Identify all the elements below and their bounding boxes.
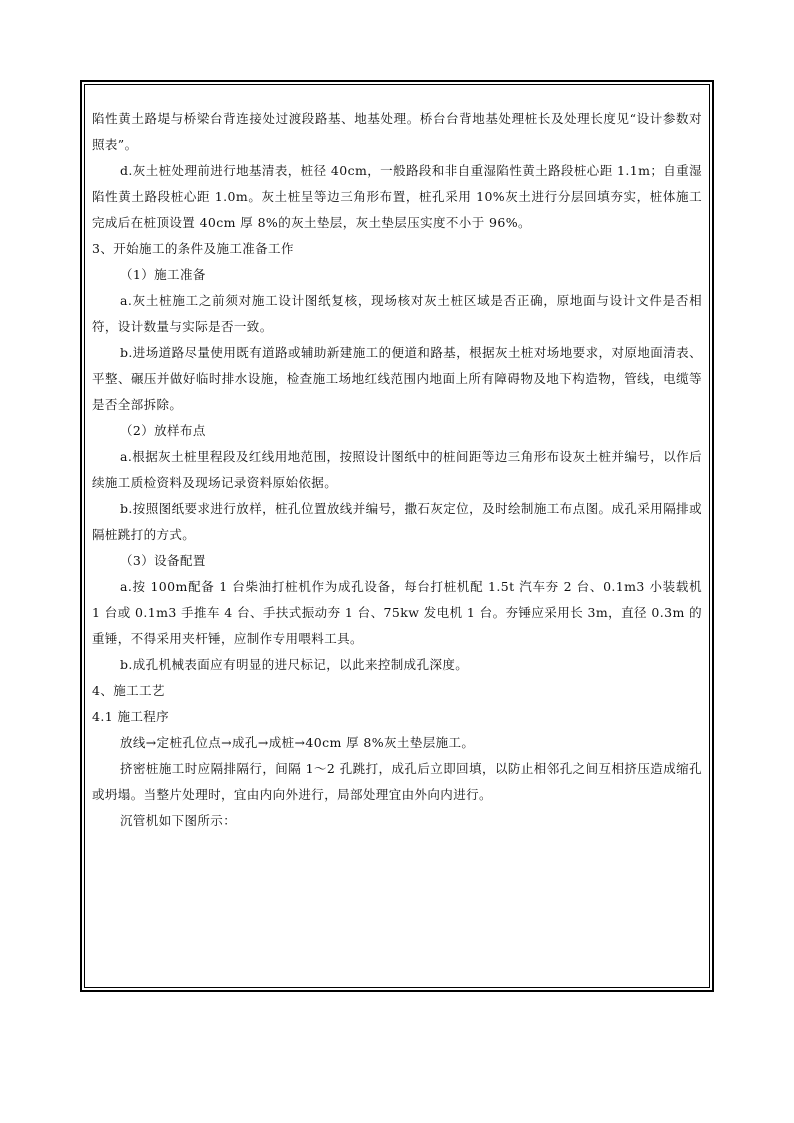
paragraph-prep-b: b.进场道路尽量使用既有道路或辅助新建施工的便道和路基，根据灰土桩对场地要求，对原地面清表、平整、碾压并做好临时排水设施，检查施工场地红线范围内地面上所有障碍物及地下构造物，管线，电缆等是否全部拆除。 <box>92 345 702 412</box>
subsection-heading-2: （2）放样布点 <box>120 423 206 438</box>
paragraph-intro-continuation: 陷性黄土路堤与桥梁台背连接处过渡段路基、地基处理。桥台台背地基处理桩长及处理长度见“设计参数对照表”。 <box>92 111 702 152</box>
document-body <box>92 106 702 834</box>
subsection-heading-3: （3）设备配置 <box>120 553 206 568</box>
paragraph-equipment-a: a.按 100m配备 1 台柴油打桩机作为成孔设备，每台打桩机配 1.5t 汽车夯 2 台、0.1m3 小装载机 1 台或 0.1m3 手推车 4 台、手扶式振动夯 1 台、75kw 发电机 1 台。夯锤应采用长 3m，直径 0.3m 的重锤，不得采用夹杆锤，应制作专用喂料工具。 <box>92 579 702 646</box>
paragraph-prep-a: a.灰土桩施工之前须对施工设计图纸复核，现场核对灰土桩区域是否正确，原地面与设计文件是否相符，设计数量与实际是否一致。 <box>92 293 702 334</box>
paragraph-layout-b: b.按照图纸要求进行放样，桩孔位置放线并编号，撒石灰定位，及时绘制施工布点图。成孔采用隔排或隔桩跳打的方式。 <box>92 501 702 542</box>
paragraph-compaction: 挤密桩施工时应隔排隔行，间隔 1～2 孔跳打，成孔后立即回填，以防止相邻孔之间互相挤压造成缩孔或坍塌。当整片处理时，宜由内向外进行，局部处理宜由外向内进行。 <box>92 761 702 802</box>
paragraph-procedure: 放线→定桩孔位点→成孔→成桩→40cm 厚 8%灰土垫层施工。 <box>120 735 475 750</box>
paragraph-equipment-b: b.成孔机械表面应有明显的进尺标记，以此来控制成孔深度。 <box>120 657 469 672</box>
section-heading-4: 4、施工工艺 <box>92 683 165 698</box>
section-heading-3: 3、开始施工的条件及施工准备工作 <box>92 241 294 256</box>
paragraph-item-d: d.灰土桩处理前进行地基清表，桩径 40cm，一般路段和非自重湿陷性黄土路段桩心距 1.1m；自重湿陷性黄土路段桩心距 1.0m。灰土桩呈等边三角形布置，桩孔采用 10%灰土进行分层回填夯实，桩体施工完成后在桩顶设置 40cm 厚 8%的灰土垫层，灰土垫层压实度不小于 96%。 <box>92 163 702 230</box>
subsection-heading-1: （1）施工准备 <box>120 267 206 282</box>
paragraph-figure-intro: 沉管机如下图所示： <box>120 813 237 828</box>
subsection-heading-4-1: 4.1 施工程序 <box>92 709 170 724</box>
paragraph-layout-a: a.根据灰土桩里程段及红线用地范围，按照设计图纸中的桩间距等边三角形布设灰土桩并编号，以作后续施工质检资料及现场记录资料原始依据。 <box>92 449 702 490</box>
page-frame <box>80 80 714 992</box>
